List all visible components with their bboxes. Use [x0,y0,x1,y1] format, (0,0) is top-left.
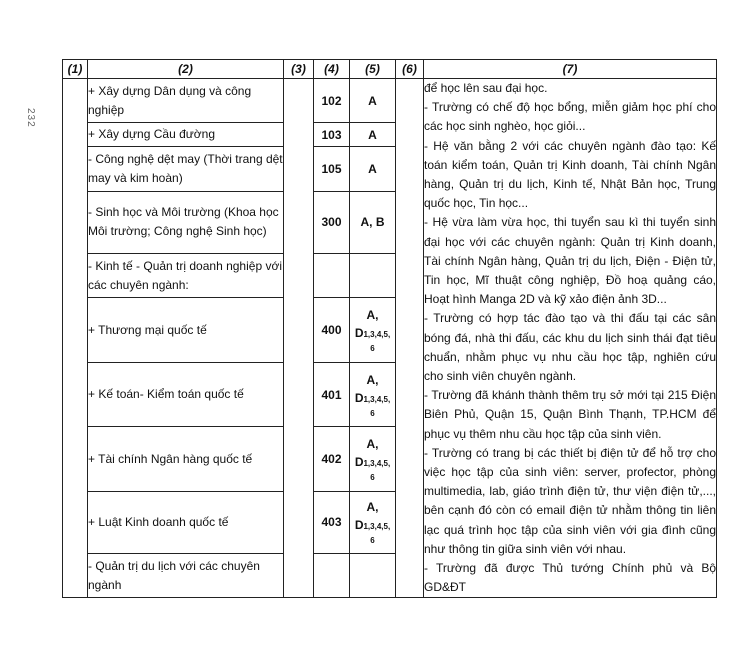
major-code: 402 [314,427,350,491]
major-name: + Kế toán- Kiểm toán quốc tế [88,362,284,426]
col6-cell [396,79,424,598]
exam-group-main: A, [366,437,379,451]
major-code: 103 [314,123,350,147]
note-item: để học lên sau đại học. [424,81,548,95]
major-code: 401 [314,362,350,426]
note-item: - Trường có hợp tác đào tạo và thi đấu tại các sân bóng đá, nhà thi đấu, các khu du lịch sinh thái đạt tiêu chuẩn, nhằm phục vụ nhu cầu học tập, nghiên cứu cho sinh viên chuyên ngành. [424,311,716,384]
exam-group [350,491,396,553]
col1-cell [63,79,88,598]
major-name: + Xây dựng Dân dụng và công nghiệp [88,79,284,123]
exam-group: A [350,147,396,191]
exam-group-main: A, [366,372,379,387]
major-code: 403 [314,491,350,553]
exam-group: A [350,123,396,147]
exam-group-d: D [354,326,364,341]
note-item: - Trường đã khánh thành thêm trụ sở mới tại 215 Điện Biên Phủ, Quận 15, Quận Bình Thạnh, TP.HCM để phục vụ thêm nhu cầu học tập của sinh viên. [424,388,716,441]
exam-group [350,298,396,362]
major-code [314,254,350,298]
major-name: + Thương mại quốc tế [88,298,284,362]
exam-group-last: 6 [370,536,375,546]
note-item: - Trường đã được Thủ tướng Chính phủ và Bộ GD&ĐT [424,561,716,595]
exam-group-main: A, [366,308,379,323]
header-row [63,60,717,79]
major-code: 105 [314,147,350,191]
exam-group: A, B [350,191,396,253]
exam-group-d: D [354,390,364,405]
exam-group-last: 6 [370,473,375,482]
major-name: - Công nghệ dệt may (Thời trang dệt may và kim hoàn) [88,147,284,191]
major-code [314,554,350,598]
exam-group-main: A, [366,500,379,515]
table-row [63,79,717,123]
note-item: - Trường có chế độ học bổng, miễn giảm học phí cho các học sinh nghèo, học giỏi... [424,100,716,134]
exam-group-d: D [354,455,364,469]
header-col-1: (1) [63,60,88,79]
exam-group [350,554,396,598]
exam-group-sub: 1,3,4,5, [363,459,391,468]
admissions-table [62,59,717,598]
exam-group-sub: 1,3,4,5, [363,330,391,340]
exam-group [350,254,396,298]
exam-group [350,427,396,491]
col3-cell [284,79,314,598]
major-name: - Kinh tế - Quản trị doanh nghiệp với các chuyên ngành: [88,254,284,298]
exam-group-last: 6 [370,344,375,354]
note-item: - Hệ vừa làm vừa học, thi tuyển sau kì thi tuyển sinh đại học với các chuyên ngành: Quản trị Kinh doanh, Tài chính Ngân hàng, Quản trị du lịch, Điện - Điện tử, Tin học, Mĩ thuật công nghiệp, Đồ hoạ quảng cáo, Hoạt hình Manga 2D và kỹ xảo điện ảnh 3D... [424,215,716,307]
note-item: - Trường có trang bị các thiết bị điện tử để hỗ trợ cho việc học tập của sinh viên: server, profector, phòng multimedia, lab, giáo trình điện tử, thư viện điện tử,..., bên cạnh đó còn có email điện tử nhằm thông tin liên lạc quá trình học tập của sinh viên với gia đình cũng như thông tin giữa sinh viên với nhau. [424,445,716,556]
notes-cell [424,79,717,598]
header-col-2: (2) [88,60,284,79]
header-col-4: (4) [314,60,350,79]
major-name: + Xây dựng Cầu đường [88,123,284,147]
page-number: 232 [25,108,36,128]
header-col-6: (6) [396,60,424,79]
major-name: - Quản trị du lịch với các chuyên ngành [88,554,284,598]
exam-group-sub: 1,3,4,5, [363,394,391,404]
major-name: + Tài chính Ngân hàng quốc tế [88,427,284,491]
major-code: 400 [314,298,350,362]
exam-group-d: D [354,518,364,533]
major-name: - Sinh học và Môi trường (Khoa học Môi trường; Công nghệ Sinh học) [88,191,284,253]
major-name: + Luật Kinh doanh quốc tế [88,491,284,553]
major-code: 300 [314,191,350,253]
exam-group [350,362,396,426]
exam-group-sub: 1,3,4,5, [363,522,391,532]
header-col-5: (5) [350,60,396,79]
exam-group: A [350,79,396,123]
exam-group-last: 6 [370,408,375,418]
header-col-3: (3) [284,60,314,79]
note-item: - Hệ văn bằng 2 với các chuyên ngành đào tạo: Kế toán kiểm toán, Quản trị Kinh doanh, Tài chính Ngân hàng, Quản trị du lịch, Kinh tế, Nhật Bản học, Trung quốc học, Tin học... [424,138,716,211]
major-code: 102 [314,79,350,123]
header-col-7: (7) [424,60,717,79]
